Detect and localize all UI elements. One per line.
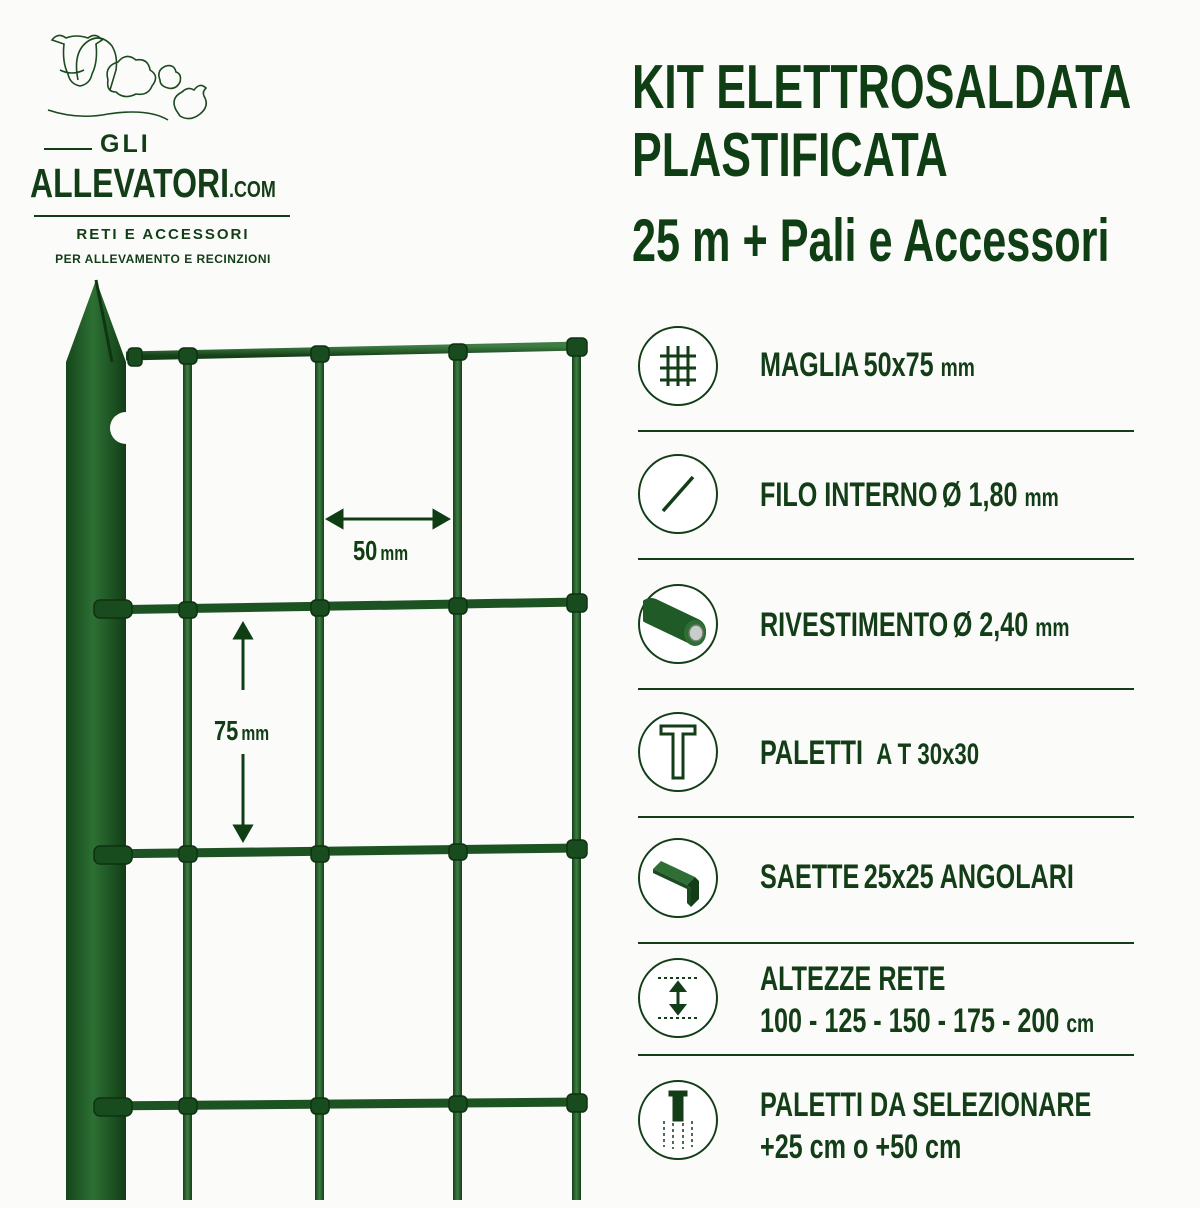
feature-heights [638, 958, 1134, 1086]
feature-post-options [638, 1080, 1134, 1208]
logo-divider [34, 215, 290, 217]
divider [638, 558, 1134, 560]
feature-posts [638, 712, 1134, 840]
logo-gli-text: GLI [100, 130, 151, 158]
coated-wire-icon [638, 584, 718, 664]
logo-rule-left [44, 148, 92, 150]
divider [638, 942, 1134, 944]
t-post [66, 280, 142, 1200]
feature-values: +25 cm o +50 cm [760, 1128, 962, 1166]
feature-mesh [638, 326, 1134, 454]
height-arrow-icon [638, 958, 718, 1038]
divider [638, 1054, 1134, 1056]
horizontal-wires [100, 346, 580, 1106]
feature-label: ALTEZZE RETE [760, 960, 946, 998]
logo-dotcom: .COM [228, 176, 276, 202]
post-length-icon [638, 1080, 718, 1160]
brand-logo [28, 20, 298, 266]
wire-icon [638, 454, 718, 534]
feature-label: SAETTE 25x25 ANGOLARI [760, 858, 1074, 896]
page-title-line2: PLASTIFICATA [632, 121, 948, 190]
fence-mesh-diagram [0, 270, 620, 1200]
divider [638, 430, 1134, 432]
logo-allevatori: ALLEVATORI [30, 160, 229, 206]
page-title-line1: KIT ELETTROSALDATA [632, 53, 1132, 122]
logo-main-text [30, 160, 276, 207]
feature-coating [638, 584, 1134, 712]
height-label: 75 mm [213, 715, 270, 747]
width-dimension [328, 511, 448, 527]
weld-joints [94, 338, 587, 1116]
feature-label: FILO INTERNO Ø 1,80 mm [760, 476, 1059, 514]
feature-values: 100 - 125 - 150 - 175 - 200 cm [760, 1002, 1095, 1040]
width-label: 50 mm [353, 535, 409, 567]
farm-animals-icon [38, 20, 218, 132]
mesh-grid-icon [638, 326, 718, 406]
feature-inner-wire [638, 454, 1134, 582]
feature-label: PALETTI DA SELEZIONARE [760, 1086, 1092, 1124]
feature-label: MAGLIA 50x75 mm [760, 346, 975, 384]
logo-tagline: PER ALLEVAMENTO E RECINZIONI [55, 252, 271, 266]
divider [638, 688, 1134, 690]
feature-struts [638, 838, 1134, 966]
logo-subtitle: RETI E ACCESSORI [76, 226, 250, 243]
feature-label: PALETTI A T 30x30 [760, 734, 980, 772]
page-title-line3: 25 m + Pali e Accessori [632, 207, 1110, 274]
t-post-icon [638, 712, 718, 792]
feature-label: RIVESTIMENTO Ø 2,40 mm [760, 606, 1070, 644]
angle-bar-icon [638, 838, 718, 918]
divider [638, 816, 1134, 818]
